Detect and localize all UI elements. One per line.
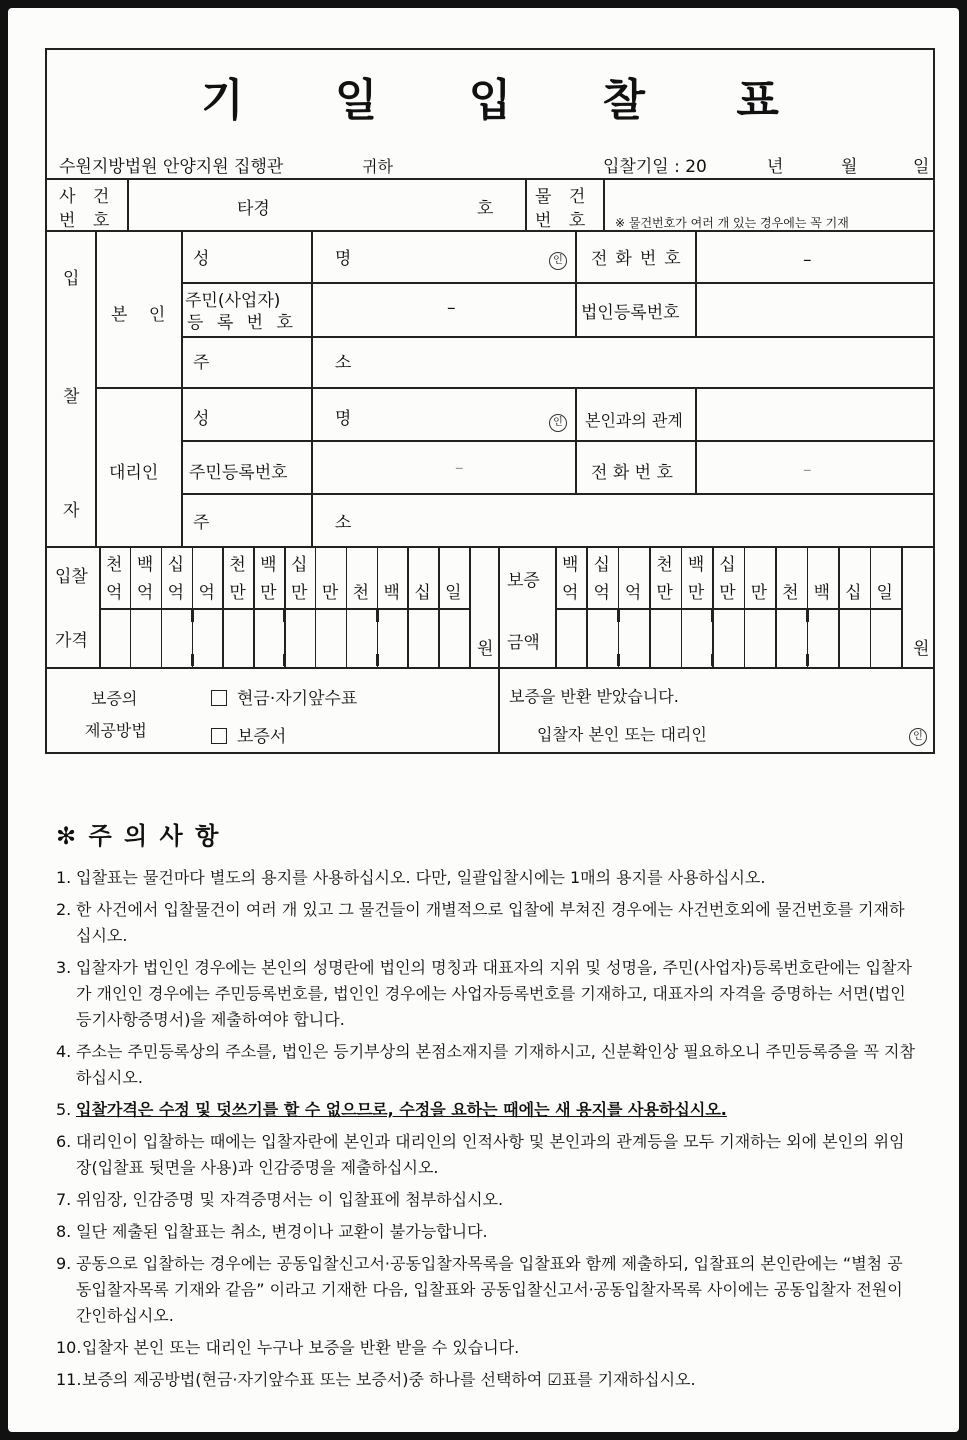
note-item — [56, 955, 916, 1033]
dep-unit-bottom: 만 — [750, 583, 768, 603]
dep-unit-top: 백 — [562, 555, 579, 575]
court-name: 수원지방법원 안양지원 집행관 — [59, 157, 284, 177]
note-number: 8. — [56, 1222, 72, 1241]
bid-form — [45, 48, 935, 754]
bid-unit-top: 십 — [167, 555, 185, 575]
bid-comma-tick — [191, 610, 194, 622]
bid-col-line — [346, 546, 348, 667]
note-item — [56, 1187, 916, 1213]
deposit-label-2: 금액 — [507, 633, 540, 653]
note-number: 5. — [56, 1100, 72, 1119]
bid-col-line — [130, 546, 132, 667]
bid-unit-top: 천 — [229, 555, 246, 575]
bid-unit-bottom: 만 — [229, 583, 246, 603]
method-label-2: 제공방법 — [85, 721, 147, 740]
case-no-label-2: 번 호 — [59, 211, 116, 231]
bid-unit-bottom: 십 — [414, 583, 431, 603]
dep-col-line — [744, 546, 746, 667]
dep-col-line — [807, 546, 809, 667]
bid-won: 원 — [477, 639, 494, 659]
notes-section — [56, 816, 916, 1399]
phone-label: 전화번호 — [591, 249, 689, 269]
dep-col-line — [586, 546, 588, 667]
dep-col-line — [649, 546, 651, 667]
bid-unit-bottom: 일 — [445, 583, 462, 603]
dep-col-line — [681, 546, 683, 667]
bid-price-label-2: 가격 — [55, 631, 88, 651]
note-number: 3. — [56, 958, 72, 977]
bid-col-line — [222, 546, 224, 667]
bid-col-line — [377, 546, 379, 667]
bid-col-line — [407, 546, 409, 667]
honorific: 귀하 — [362, 157, 393, 176]
bid-col-line — [315, 546, 317, 667]
dep-comma-tick — [711, 610, 714, 622]
principal-name-label: 성 명 — [193, 249, 412, 269]
note-item — [56, 1039, 916, 1091]
note-text: 입찰자가 법인인 경우에는 본인의 성명란에 법인의 명칭과 대표자의 지위 및 성명을, 주민(사업자)등록번호란에는 입찰자가 개인인 경우에는 주민등록번호를, 법인인 경우에는 사업자등록번호를 기재하고, 대표자의 자격을 증명하는 서면(법인등기사항증명서)을 제출하여야 합니다. — [76, 958, 912, 1029]
bid-comma-tick — [376, 610, 379, 622]
id-dash: – — [447, 298, 456, 318]
note-text: 입찰자 본인 또는 대리인 누구나 보증을 반환 받을 수 있습니다. — [82, 1338, 520, 1357]
bid-unit-top: 천 — [106, 555, 123, 575]
note-item — [56, 897, 916, 949]
form-title: 기 일 입 찰 표 — [201, 75, 817, 126]
deposit-won: 원 — [913, 639, 930, 659]
year-label: 년 — [767, 157, 784, 177]
method-bond-option[interactable]: 보증서 — [211, 722, 286, 747]
note-number: 4. — [56, 1042, 72, 1061]
dep-unit-top: 천 — [656, 555, 673, 575]
bid-col-line — [99, 546, 101, 667]
dep-comma-tick — [617, 654, 620, 666]
dep-col-line — [775, 546, 777, 667]
signer-text: 입찰자 본인 또는 대리인 — [537, 725, 707, 744]
principal-address-label: 주 소 — [193, 353, 412, 373]
item-no-label-1: 물 건 — [535, 187, 592, 207]
returned-text: 보증을 반환 받았습니다. — [509, 687, 679, 706]
dep-col-line — [712, 546, 714, 667]
bid-comma-tick — [283, 654, 286, 666]
paper — [8, 8, 959, 1432]
bond-checkbox[interactable] — [211, 728, 227, 744]
note-item — [56, 865, 916, 891]
note-text: 보증의 제공방법(현금·자기앞수표 또는 보증서)중 하나를 선택하여 ☑표를 기재하십시오. — [82, 1370, 696, 1389]
case-suffix: 호 — [477, 199, 494, 219]
bid-unit-bottom: 억 — [106, 583, 123, 603]
agent-id-dash: – — [455, 458, 464, 478]
bid-unit-bottom: 억 — [167, 583, 185, 603]
bid-col-line — [161, 546, 163, 667]
agent-id-label: 주민등록번호 — [189, 463, 288, 483]
dep-unit-bottom: 만 — [719, 583, 736, 603]
agent-phone-dash: – — [803, 460, 812, 480]
note-text: 주소는 주민등록상의 주소를, 법인은 등기부상의 본점소재지를 기재하시고, 신분확인상 필요하오니 주민등록증을 꼭 지참하십시오. — [76, 1042, 915, 1087]
note-text: 공동으로 입찰하는 경우에는 공동입찰신고서·공동입찰자목록을 입찰표와 함께 제출하되, 입찰표의 본인란에는 “별첨 공동입찰자목록 기재와 같음” 이라고 기재한 다음, 입찰표와 공동입찰신고서·공동입찰자목록 사이에는 공동입찰자 전원이 간인하십시오. — [76, 1254, 903, 1325]
bidder-label-2: 찰 — [63, 387, 80, 407]
dep-unit-bottom: 만 — [687, 583, 705, 603]
bidder-label-3: 자 — [63, 501, 80, 521]
note-text: 한 사건에서 입찰물건이 여러 개 있고 그 물건들이 개별적으로 입찰에 부쳐진 경우에는 사건번호외에 물건번호를 기재하십시오. — [76, 900, 905, 945]
note-item — [56, 1251, 916, 1329]
bid-price-label-1: 입찰 — [55, 567, 88, 587]
dep-unit-bottom: 십 — [845, 583, 862, 603]
case-prefix: 타경 — [237, 199, 270, 219]
note-number: 1. — [56, 868, 72, 887]
bid-unit-bottom: 만 — [260, 583, 277, 603]
note-number: 10. — [56, 1338, 82, 1357]
note-item — [56, 1335, 916, 1361]
dep-comma-tick — [711, 654, 714, 666]
bid-unit-bottom: 만 — [321, 583, 339, 603]
bid-comma-tick — [376, 654, 379, 666]
bid-unit-top: 백 — [136, 555, 154, 575]
dep-comma-tick — [806, 610, 809, 622]
principal-label: 본 인 — [111, 305, 174, 325]
id-label-2: 등 록 번 호 — [187, 313, 297, 333]
note-text: 입찰가격은 수정 및 덧쓰기를 할 수 없으므로, 수정을 요하는 때에는 새 용지를 사용하십시오. — [76, 1100, 727, 1119]
bid-unit-top: 십 — [291, 555, 308, 575]
dep-unit-bottom: 억 — [562, 583, 579, 603]
dep-col-line — [870, 546, 872, 667]
phone-dash: – — [803, 250, 812, 270]
item-no-label-2: 번 호 — [535, 211, 592, 231]
method-cash-option[interactable]: 현금·자기앞수표 — [211, 684, 357, 709]
bid-unit-bottom: 억 — [136, 583, 154, 603]
bid-col-line — [253, 546, 255, 667]
note-item — [56, 1219, 916, 1245]
corp-id-label: 법인등록번호 — [581, 303, 680, 323]
dep-unit-top: 십 — [719, 555, 736, 575]
note-item — [56, 1129, 916, 1181]
dep-comma-tick — [617, 610, 620, 622]
bid-comma-tick — [283, 610, 286, 622]
principal-seal-icon: 인 — [549, 248, 567, 270]
bid-comma-tick — [191, 654, 194, 666]
note-number: 6. — [56, 1132, 72, 1151]
note-number: 2. — [56, 900, 72, 919]
note-number: 7. — [56, 1190, 72, 1209]
id-label-1: 주민(사업자) — [185, 291, 281, 311]
agent-phone-label: 전 화 번 호 — [591, 463, 673, 483]
note-number: 11. — [56, 1370, 82, 1389]
dep-unit-top: 백 — [687, 555, 705, 575]
bid-unit-bottom: 백 — [383, 583, 400, 603]
bid-col-line — [192, 546, 194, 667]
relation-label: 본인과의 관계 — [585, 411, 683, 430]
dep-unit-bottom: 천 — [782, 583, 799, 603]
case-no-label-1: 사 건 — [59, 187, 116, 207]
dep-unit-bottom: 백 — [813, 583, 831, 603]
bid-date-label: 입찰기일 : 20 — [603, 157, 707, 177]
bid-col-line — [284, 546, 286, 667]
dep-comma-tick — [806, 654, 809, 666]
dep-unit-bottom: 억 — [624, 583, 642, 603]
method-label-1: 보증의 — [91, 689, 138, 708]
bid-unit-bottom: 만 — [291, 583, 308, 603]
dep-unit-top: 십 — [593, 555, 610, 575]
note-text: 입찰표는 물건마다 별도의 용지를 사용하십시오. 다만, 일괄입찰시에는 1매의 용지를 사용하십시오. — [76, 868, 766, 887]
note-item — [56, 1367, 916, 1393]
note-number: 9. — [56, 1254, 72, 1273]
dep-col-line — [618, 546, 620, 667]
cash-checkbox[interactable] — [211, 690, 227, 706]
note-text: 위임장, 인감증명 및 자격증명서는 이 입찰표에 첨부하십시오. — [76, 1190, 504, 1209]
bid-unit-bottom: 억 — [198, 583, 215, 603]
month-label: 월 — [841, 157, 858, 177]
notes-list — [56, 865, 916, 1393]
bid-unit-top: 백 — [260, 555, 277, 575]
note-text: 대리인이 입찰하는 때에는 입찰자란에 본인과 대리인의 인적사항 및 본인과의 관계등을 모두 기재하는 외에 본인의 위임장(입찰표 뒷면을 사용)과 인감증명을 제출하십시오. — [76, 1132, 905, 1177]
dep-unit-bottom: 일 — [876, 583, 893, 603]
dep-col-line — [555, 546, 557, 667]
deposit-label-1: 보증 — [507, 571, 540, 591]
signer-seal-icon: 인 — [909, 724, 927, 746]
agent-seal-icon: 인 — [549, 410, 567, 432]
dep-unit-bottom: 억 — [593, 583, 610, 603]
dep-unit-bottom: 만 — [656, 583, 673, 603]
bid-unit-bottom: 천 — [352, 583, 370, 603]
note-text: 일단 제출된 입찰표는 취소, 변경이나 교환이 불가능합니다. — [76, 1222, 488, 1241]
agent-name-label: 성 명 — [193, 409, 412, 429]
note-item — [56, 1097, 916, 1123]
dep-col-line — [838, 546, 840, 667]
notes-heading: ✻ 주 의 사 항 — [56, 822, 221, 850]
bidder-label-1: 입 — [63, 269, 80, 289]
agent-label: 대리인 — [109, 463, 159, 483]
bid-col-line — [438, 546, 440, 667]
item-note: ※ 물건번호가 여러 개 있는 경우에는 꼭 기재 — [615, 216, 849, 230]
agent-address-label: 주 소 — [193, 513, 412, 533]
day-label: 일 — [913, 157, 930, 177]
